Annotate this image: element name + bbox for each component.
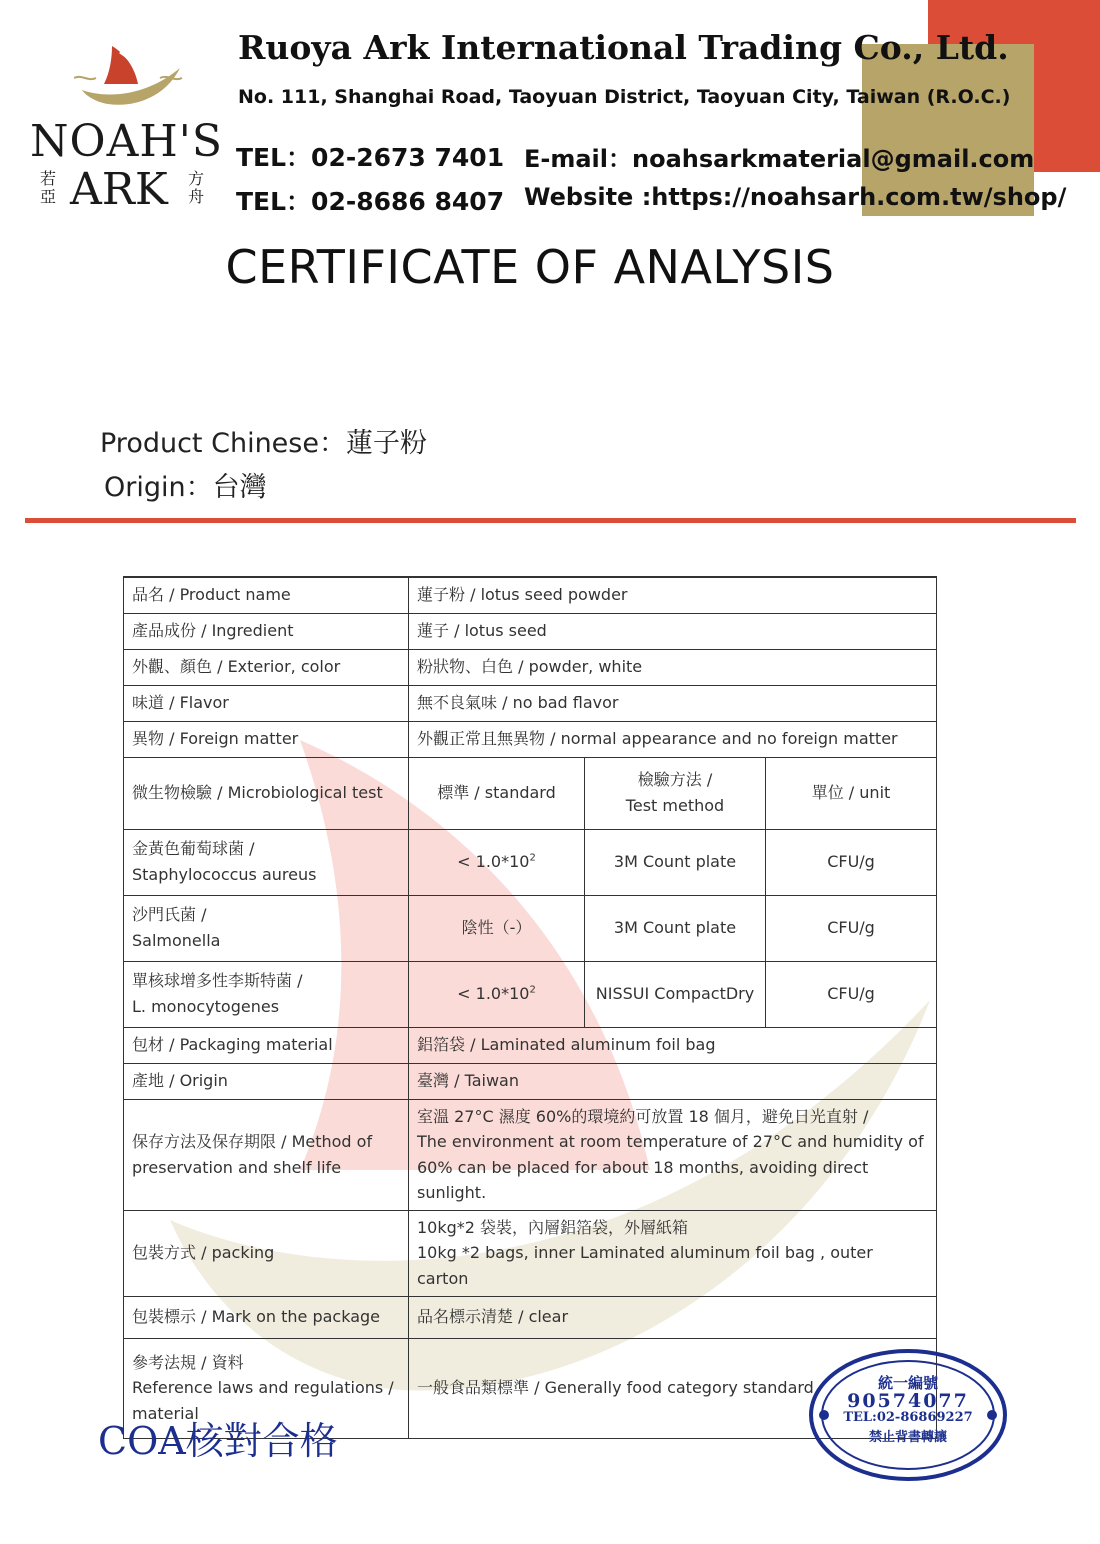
page-title: CERTIFICATE OF ANALYSIS <box>225 240 835 294</box>
row-label: 品名 / Product name <box>124 577 409 613</box>
reference-value: 一般食品類標準 / Generally food category standard <box>409 1338 937 1438</box>
ship-logo-icon <box>74 38 184 118</box>
micro-row <box>124 961 937 1027</box>
micro-row <box>124 895 937 961</box>
mark-row <box>124 1296 937 1338</box>
seal-phone: TEL:02-86869227 <box>843 1410 973 1425</box>
seal-tax-id: 90574077 <box>847 1390 969 1412</box>
company-name: Ruoya Ark International Trading Co., Ltd. <box>238 28 1009 67</box>
organism-name <box>124 961 409 1027</box>
unit-value: CFU/g <box>766 829 937 895</box>
micro-test-label: 微生物檢驗 / Microbiological test <box>124 757 409 829</box>
packing-value <box>409 1210 937 1296</box>
standard-base: < 1.0*10 <box>457 852 530 872</box>
mark-label: 包裝標示 / Mark on the package <box>124 1296 409 1338</box>
unit-value: CFU/g <box>766 961 937 1027</box>
packing-label: 包裝方式 / packing <box>124 1210 409 1296</box>
coa-table <box>123 576 937 1439</box>
seal-line-1: 統一編號 <box>877 1374 938 1392</box>
reference-label-line-2: Reference laws and regulations / <box>132 1378 394 1398</box>
test-method-header-line1: 檢驗方法 / <box>637 770 713 790</box>
table-row <box>124 613 937 649</box>
test-method-value: 3M Count plate <box>585 829 766 895</box>
standard-header: 標準 / standard <box>409 757 585 829</box>
row-label: 外觀、顏色 / Exterior, color <box>124 649 409 685</box>
standard-value <box>409 961 585 1027</box>
table-row <box>124 1027 937 1063</box>
standard-value <box>409 895 585 961</box>
organism-name-en: Staphylococcus aureus <box>132 865 317 884</box>
row-value: 無不良氣味 / no bad flavor <box>409 685 937 721</box>
preservation-line-2: The environment at room temperature of 27°C and humidity of <box>417 1132 924 1152</box>
packing-line-2: 10kg *2 bags, inner Laminated aluminum foil bag , outer carton <box>417 1243 873 1289</box>
company-seal-stamp <box>808 1348 1008 1482</box>
organism-name-en: Salmonella <box>132 931 221 950</box>
standard-base: < 1.0*10 <box>457 984 530 1004</box>
website-url: Website :https://noahsarh.com.tw/shop/ <box>524 183 1067 211</box>
telephone-1: TEL：02-2673 7401 <box>236 143 505 172</box>
logo-cjk-right: 方舟 <box>188 169 205 206</box>
preservation-line-3: 60% can be placed for about 18 months, avoiding direct sunlight. <box>417 1157 869 1203</box>
preservation-value <box>409 1099 937 1210</box>
row-label: 異物 / Foreign matter <box>124 721 409 757</box>
table-row <box>124 1063 937 1099</box>
logo-cjk-left: 若亞 <box>40 169 57 206</box>
company-address: No. 111, Shanghai Road, Taoyuan District, Taoyuan City, Taiwan (R.O.C.) <box>238 86 1011 108</box>
mark-value: 品名標示清楚 / clear <box>409 1296 937 1338</box>
row-value: 粉狀物、白色 / powder, white <box>409 649 937 685</box>
standard-value <box>409 829 585 895</box>
preservation-line-1: 室溫 27°C 濕度 60%的環境約可放置 18 個月，避免日光直射 / <box>417 1106 869 1126</box>
email-address: E-mail：noahsarkmaterial@gmail.com <box>524 145 1035 173</box>
row-value: 鋁箔袋 / Laminated aluminum foil bag <box>409 1027 937 1063</box>
organism-name <box>124 829 409 895</box>
product-chinese-name: Product Chinese：蓮子粉 <box>100 428 427 459</box>
test-method-value: 3M Count plate <box>585 895 766 961</box>
row-value: 臺灣 / Taiwan <box>409 1063 937 1099</box>
test-method-header-line2: Test method <box>625 796 725 815</box>
standard-base: 陰性（-） <box>461 918 532 938</box>
preservation-label: 保存方法及保存期限 / Method of preservation and shelf life <box>124 1099 409 1210</box>
header-divider <box>25 518 1076 523</box>
row-label: 味道 / Flavor <box>124 685 409 721</box>
row-label: 產地 / Origin <box>124 1063 409 1099</box>
row-value: 蓮子粉 / lotus seed powder <box>409 577 937 613</box>
logo-ark-text: ARK <box>70 164 168 215</box>
row-value: 蓮子 / lotus seed <box>409 613 937 649</box>
table-row <box>124 649 937 685</box>
standard-exponent: 2 <box>529 984 536 996</box>
organism-name-cn: 沙門氏菌 / <box>132 905 207 925</box>
table-row <box>124 685 937 721</box>
organism-name-cn: 單核球增多性李斯特菌 / <box>132 971 303 991</box>
table-row <box>124 577 937 613</box>
row-label: 產品成份 / Ingredient <box>124 613 409 649</box>
logo-wordmark: NOAH'S <box>30 116 223 167</box>
standard-exponent: 2 <box>529 852 536 864</box>
reference-label-line-3: material <box>132 1403 199 1423</box>
unit-value: CFU/g <box>766 895 937 961</box>
test-method-value: NISSUI CompactDry <box>585 961 766 1027</box>
organism-name-en: L. monocytogenes <box>132 997 280 1016</box>
micro-row <box>124 829 937 895</box>
organism-name-cn: 金黃色葡萄球菌 / <box>132 839 255 859</box>
seal-line-4: 禁止背書轉讓 <box>868 1430 947 1445</box>
micro-header-row <box>124 757 937 829</box>
reference-label-line-1: 參考法規 / 資料 <box>132 1352 244 1372</box>
coa-approval-note: COA核對合格 <box>98 1419 338 1463</box>
row-value: 外觀正常且無異物 / normal appearance and no foreign matter <box>409 721 937 757</box>
preservation-row <box>124 1099 937 1210</box>
telephone-2: TEL：02-8686 8407 <box>236 187 505 216</box>
unit-header: 單位 / unit <box>766 757 937 829</box>
row-label: 包材 / Packaging material <box>124 1027 409 1063</box>
packing-row <box>124 1210 937 1296</box>
packing-line-1: 10kg*2 袋裝，內層鋁箔袋，外層紙箱 <box>417 1217 689 1237</box>
company-logo <box>26 30 226 220</box>
table-row <box>124 721 937 757</box>
test-method-header <box>585 757 766 829</box>
organism-name <box>124 895 409 961</box>
product-origin: Origin：台灣 <box>104 472 267 503</box>
